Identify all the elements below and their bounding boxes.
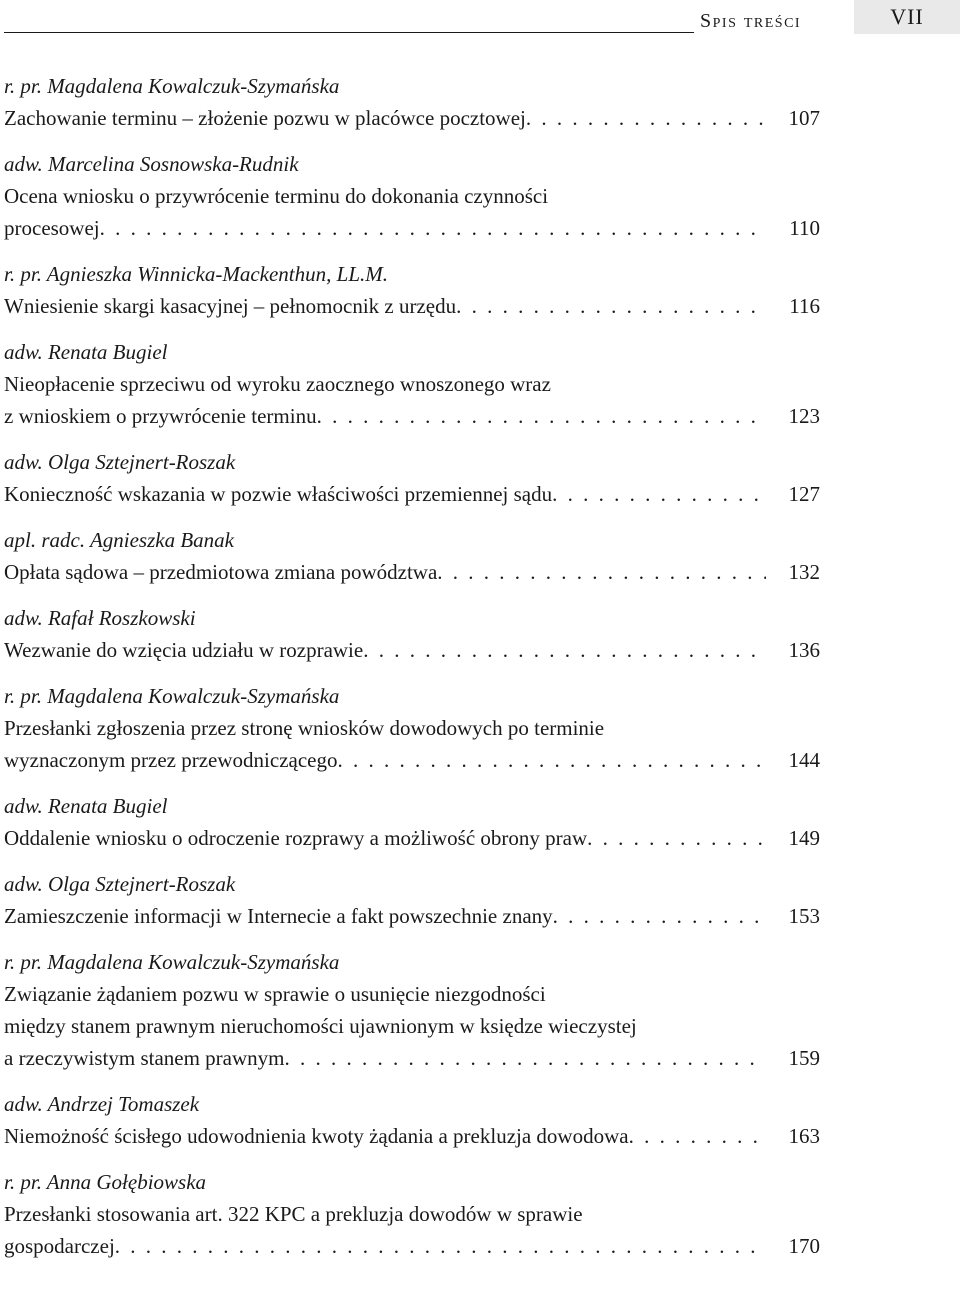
toc-entry-title-last-line (4, 1120, 820, 1152)
toc-entry-author: adw. Renata Bugiel (4, 794, 168, 818)
toc-entry-title-last-line (4, 744, 820, 776)
toc-entry-page-number: 149 (788, 826, 820, 850)
toc-entry-author: adw. Rafał Roszkowski (4, 606, 196, 630)
dot-leader (363, 634, 766, 666)
toc-entry-title-last-line (4, 1042, 820, 1074)
toc-entry-title-last-line (4, 400, 820, 432)
toc-entry-title: Niemożność ścisłego udowodnienia kwoty żądania a prekluzja dowodowa (4, 1124, 629, 1148)
header-rule (4, 32, 694, 33)
toc-entry-title-last-line (4, 1230, 820, 1262)
toc-entry-title-last-line (4, 102, 820, 134)
dot-leader (115, 1230, 766, 1262)
toc-entry-title-line: Przesłanki stosowania art. 322 KPC a prekluzja dowodów w sprawie (4, 1202, 583, 1226)
dot-leader (526, 102, 766, 134)
toc-entry-title-line: Ocena wniosku o przywrócenie terminu do dokonania czynności (4, 184, 549, 208)
toc-entry[interactable] (4, 148, 820, 244)
toc-entry-page-number: 144 (788, 748, 820, 772)
dot-leader (100, 212, 766, 244)
toc-entry-author: r. pr. Magdalena Kowalczuk-Szymańska (4, 950, 340, 974)
dot-leader (629, 1120, 766, 1152)
toc-entry-page-number: 107 (788, 106, 820, 130)
toc-entry-page-number: 159 (788, 1046, 820, 1070)
toc-entry[interactable] (4, 1166, 820, 1262)
toc-entry-title: Oddalenie wniosku o odroczenie rozprawy a możliwość obrony praw (4, 826, 588, 850)
toc-entry-title-last-line (4, 212, 820, 244)
toc-entry-title-last-line (4, 478, 820, 510)
toc-entry-title-line: Nieopłacenie sprzeciwu od wyroku zaocznego wnoszonego wraz (4, 372, 551, 396)
toc-entry-page-number: 170 (788, 1234, 820, 1258)
toc-entry-title-last-line (4, 556, 820, 588)
toc-entry-author: r. pr. Agnieszka Winnicka-Mackenthun, LL.M. (4, 262, 388, 286)
toc-entry-author: adw. Andrzej Tomaszek (4, 1092, 200, 1116)
toc-entry-page-number: 136 (788, 638, 820, 662)
toc-entry[interactable] (4, 868, 820, 932)
toc-entry-title: z wnioskiem o przywrócenie terminu (4, 404, 317, 428)
dot-leader (587, 822, 766, 854)
toc-entry-page-number: 123 (788, 404, 820, 428)
toc-entry-title: procesowej (4, 216, 100, 240)
toc-entry[interactable] (4, 946, 820, 1074)
toc-entry-author: apl. radc. Agnieszka Banak (4, 528, 234, 552)
toc-entry-title-line: Związanie żądaniem pozwu w sprawie o usunięcie niezgodności (4, 982, 546, 1006)
toc-entry-title: Zachowanie terminu – złożenie pozwu w placówce pocztowej (4, 106, 526, 130)
toc-entry-author: adw. Olga Sztejnert-Roszak (4, 450, 236, 474)
toc-entry-author: adw. Marcelina Sosnowska-Rudnik (4, 152, 299, 176)
toc-entry[interactable] (4, 680, 820, 776)
toc-entry-title: Wezwanie do wzięcia udziału w rozprawie (4, 638, 364, 662)
toc-entry-title: gospodarczej (4, 1234, 115, 1258)
toc-entry-title: Opłata sądowa – przedmiotowa zmiana powództwa (4, 560, 438, 584)
dot-leader (317, 400, 766, 432)
toc-entry-author: adw. Renata Bugiel (4, 340, 168, 364)
running-header (0, 0, 960, 44)
toc-entry-page-number: 153 (788, 904, 820, 928)
dot-leader (437, 556, 766, 588)
toc-entry[interactable] (4, 1088, 820, 1152)
toc-entry[interactable] (4, 258, 820, 322)
toc-entry[interactable] (4, 336, 820, 432)
dot-leader (456, 290, 766, 322)
toc-entry[interactable] (4, 70, 820, 134)
toc-entry-title: Zamieszczenie informacji w Internecie a fakt powszechnie znany (4, 904, 553, 928)
toc-entry-title: wyznaczonym przez przewodniczącego (4, 748, 338, 772)
toc-entry[interactable] (4, 446, 820, 510)
toc-entry-title-line: między stanem prawnym nieruchomości ujawnionym w księdze wieczystej (4, 1014, 637, 1038)
dot-leader (285, 1042, 767, 1074)
toc-entry-title: a rzeczywistym stanem prawnym (4, 1046, 285, 1070)
toc-entry-page-number: 127 (788, 482, 820, 506)
toc-entry-author: r. pr. Anna Gołębiowska (4, 1170, 207, 1194)
dot-leader (553, 900, 766, 932)
dot-leader (552, 478, 766, 510)
table-of-contents (4, 70, 820, 1276)
toc-entry[interactable] (4, 602, 820, 666)
toc-entry-title: Konieczność wskazania w pozwie właściwości przemiennej sądu (4, 482, 553, 506)
toc-entry-title: Wniesienie skargi kasacyjnej – pełnomocnik z urzędu (4, 294, 457, 318)
toc-entry-title-last-line (4, 634, 820, 666)
toc-entry-title-line: Przesłanki zgłoszenia przez stronę wniosków dowodowych po terminie (4, 716, 605, 740)
toc-entry-author: r. pr. Magdalena Kowalczuk-Szymańska (4, 684, 340, 708)
toc-entry-page-number: 163 (788, 1124, 820, 1148)
toc-entry-page-number: 132 (788, 560, 820, 584)
toc-entry-page-number: 110 (789, 216, 820, 240)
toc-entry-author: r. pr. Magdalena Kowalczuk-Szymańska (4, 74, 340, 98)
header-title: Spis treści (700, 10, 802, 32)
toc-entry-title-last-line (4, 822, 820, 854)
toc-entry[interactable] (4, 790, 820, 854)
header-page-number: VII (854, 0, 960, 34)
toc-entry-page-number: 116 (789, 294, 820, 318)
toc-entry[interactable] (4, 524, 820, 588)
dot-leader (337, 744, 766, 776)
toc-entry-title-last-line (4, 290, 820, 322)
toc-entry-author: adw. Olga Sztejnert-Roszak (4, 872, 236, 896)
toc-entry-title-last-line (4, 900, 820, 932)
